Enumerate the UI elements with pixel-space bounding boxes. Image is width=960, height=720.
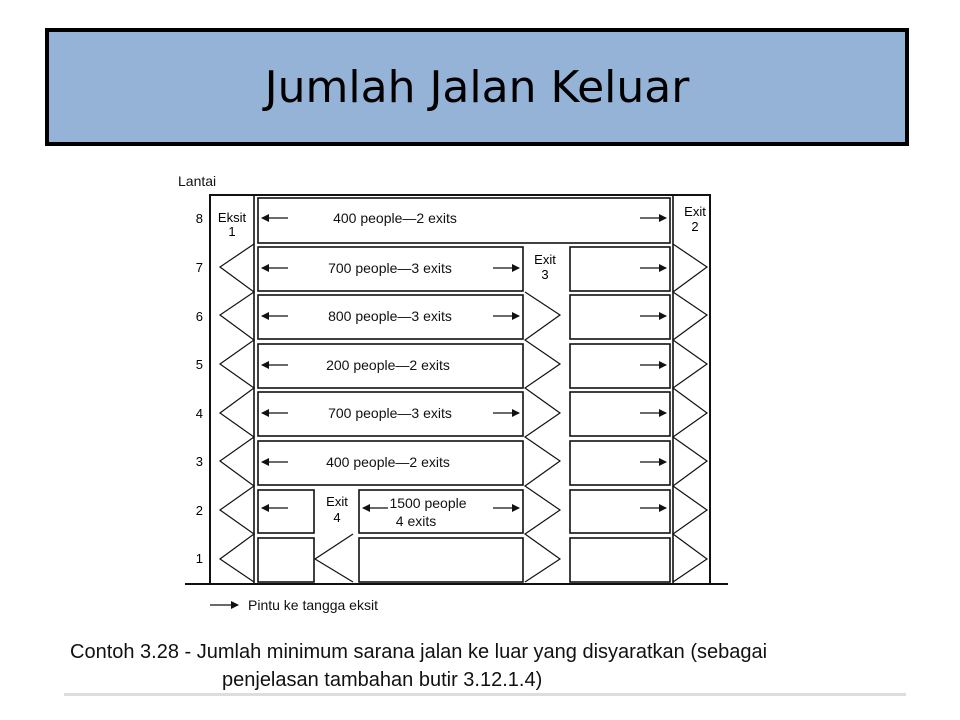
- occupancy-label: 200 people—2 exits: [326, 357, 450, 373]
- exit3-label: Exit: [534, 252, 556, 267]
- occupancy-label: 4 exits: [395, 513, 437, 529]
- exit-diagram-svg: [170, 168, 740, 628]
- floor-number: 6: [195, 309, 203, 324]
- caption-line-2: penjelasan tambahan butir 3.12.1.4): [222, 669, 543, 691]
- exit2-label: Exit: [684, 204, 706, 219]
- stair4-zigzag: [315, 534, 353, 582]
- room-floor1-right: [570, 538, 670, 582]
- stair2-zigzag: [673, 244, 707, 582]
- legend-text: Pintu ke tangga eksit: [248, 597, 378, 613]
- exit-diagram: [170, 168, 740, 633]
- occupancy-label: 800 people—3 exits: [328, 308, 452, 324]
- room-floor5-right: [570, 344, 670, 388]
- occupancy-label: 400 people—2 exits: [333, 210, 457, 226]
- floor-number: 8: [195, 211, 203, 226]
- caption-line-1: Contoh 3.28 - Jumlah minimum sarana jalan ke luar yang disyaratkan (sebagai: [70, 641, 768, 663]
- room-floor1-a: [258, 538, 314, 582]
- room-floor7-right: [570, 247, 670, 291]
- room-floor3-right: [570, 441, 670, 485]
- exit1-number: 1: [228, 224, 236, 239]
- exit4-label: Exit: [326, 494, 348, 509]
- occupancy-label: 700 people—3 exits: [328, 260, 452, 276]
- floor-number: 2: [195, 503, 203, 518]
- figure-caption: [70, 638, 910, 694]
- exit3-number: 3: [541, 267, 549, 282]
- floor-number: 3: [195, 454, 203, 469]
- building-outline: [210, 195, 710, 584]
- exit1-label: Eksit: [217, 210, 247, 225]
- occupancy-label: 700 people—3 exits: [328, 405, 452, 421]
- room-floor1-b: [359, 538, 523, 582]
- title-banner: [45, 28, 909, 146]
- room-floor2-right: [570, 490, 670, 533]
- floor-number: 4: [195, 406, 203, 421]
- exit4-number: 4: [333, 510, 341, 525]
- occupancy-labels: [326, 210, 467, 529]
- room-floor6-right: [570, 295, 670, 339]
- room-floor2-a: [258, 490, 314, 533]
- floor-number: 7: [195, 260, 203, 275]
- occupancy-label: 400 people—2 exits: [326, 454, 450, 470]
- exit2-number: 2: [691, 219, 699, 234]
- axis-label: Lantai: [178, 173, 217, 189]
- floor-number: 1: [195, 551, 203, 566]
- floor-number: 5: [195, 357, 203, 372]
- floor-numbers: [196, 211, 203, 566]
- stair3-zigzag: [525, 292, 560, 582]
- room-floor8: [258, 198, 670, 243]
- stair1-zigzag: [220, 244, 254, 582]
- caption-divider: [64, 693, 906, 696]
- page-title: Jumlah Jalan Keluar: [264, 61, 690, 113]
- occupancy-label: 1500 people: [389, 495, 467, 511]
- room-floor4-right: [570, 392, 670, 436]
- rooms: [258, 198, 670, 582]
